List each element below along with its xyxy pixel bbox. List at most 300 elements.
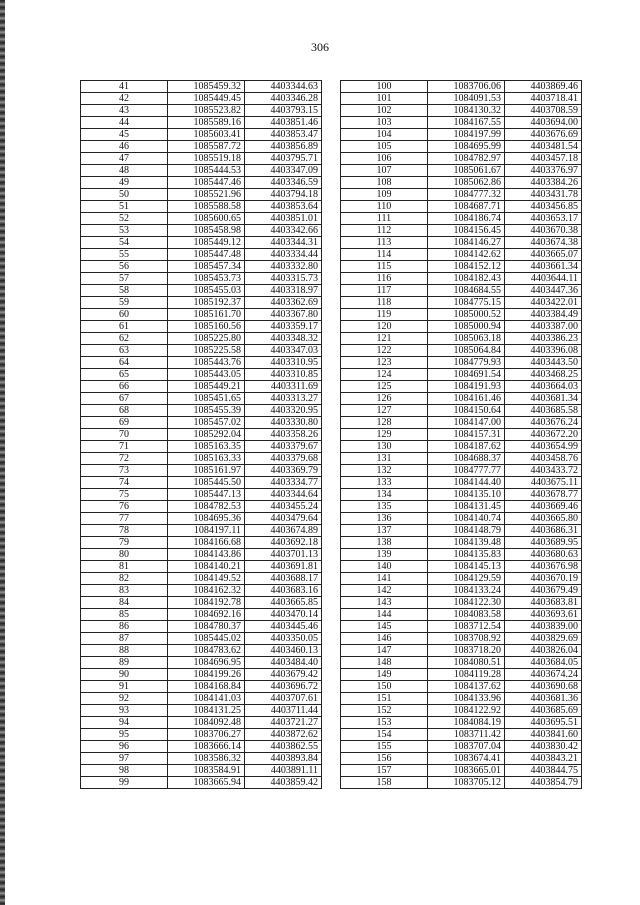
point-number: 101	[341, 93, 428, 105]
x-coordinate: 1084156.45	[428, 225, 505, 237]
x-coordinate: 1083665.94	[168, 777, 245, 789]
point-number: 66	[81, 381, 168, 393]
table-row	[81, 297, 322, 309]
point-number: 76	[81, 501, 168, 513]
point-number: 47	[81, 153, 168, 165]
point-number: 146	[341, 633, 428, 645]
x-coordinate: 1084143.86	[168, 549, 245, 561]
point-number: 126	[341, 393, 428, 405]
x-coordinate: 1084166.68	[168, 537, 245, 549]
point-number: 41	[81, 81, 168, 93]
table-row	[341, 597, 582, 609]
table-row	[81, 285, 322, 297]
table-row	[81, 753, 322, 765]
x-coordinate: 1085161.97	[168, 465, 245, 477]
point-number: 115	[341, 261, 428, 273]
point-number: 127	[341, 405, 428, 417]
x-coordinate: 1084782.53	[168, 501, 245, 513]
point-number: 132	[341, 465, 428, 477]
y-coordinate: 4403669.46	[505, 501, 582, 513]
x-coordinate: 1084137.62	[428, 681, 505, 693]
table-row	[341, 705, 582, 717]
point-number: 65	[81, 369, 168, 381]
table-row	[341, 93, 582, 105]
y-coordinate: 4403369.79	[245, 465, 322, 477]
x-coordinate: 1084142.62	[428, 249, 505, 261]
point-number: 99	[81, 777, 168, 789]
point-number: 55	[81, 249, 168, 261]
x-coordinate: 1084140.74	[428, 513, 505, 525]
y-coordinate: 4403869.46	[505, 81, 582, 93]
y-coordinate: 4403692.18	[245, 537, 322, 549]
table-row	[341, 369, 582, 381]
point-number: 155	[341, 741, 428, 753]
point-number: 105	[341, 141, 428, 153]
x-coordinate: 1083718.20	[428, 645, 505, 657]
y-coordinate: 4403696.72	[245, 681, 322, 693]
x-coordinate: 1083708.92	[428, 633, 505, 645]
x-coordinate: 1085292.04	[168, 429, 245, 441]
y-coordinate: 4403350.05	[245, 633, 322, 645]
table-row	[81, 321, 322, 333]
y-coordinate: 4403310.95	[245, 357, 322, 369]
point-number: 154	[341, 729, 428, 741]
point-number: 71	[81, 441, 168, 453]
point-number: 124	[341, 369, 428, 381]
x-coordinate: 1084197.99	[428, 129, 505, 141]
x-coordinate: 1084191.93	[428, 381, 505, 393]
table-row	[81, 261, 322, 273]
y-coordinate: 4403367.80	[245, 309, 322, 321]
x-coordinate: 1084149.52	[168, 573, 245, 585]
x-coordinate: 1085192.37	[168, 297, 245, 309]
x-coordinate: 1084684.55	[428, 285, 505, 297]
x-coordinate: 1084141.03	[168, 693, 245, 705]
table-row	[341, 381, 582, 393]
table-row	[81, 141, 322, 153]
point-number: 79	[81, 537, 168, 549]
table-row	[341, 105, 582, 117]
x-coordinate: 1084691.54	[428, 369, 505, 381]
table-row	[81, 189, 322, 201]
table-row	[81, 477, 322, 489]
y-coordinate: 4403681.36	[505, 693, 582, 705]
y-coordinate: 4403479.64	[245, 513, 322, 525]
table-row	[81, 249, 322, 261]
x-coordinate: 1084182.43	[428, 273, 505, 285]
y-coordinate: 4403690.68	[505, 681, 582, 693]
y-coordinate: 4403334.44	[245, 249, 322, 261]
point-number: 128	[341, 417, 428, 429]
x-coordinate: 1085061.67	[428, 165, 505, 177]
x-coordinate: 1085161.70	[168, 309, 245, 321]
x-coordinate: 1085587.72	[168, 141, 245, 153]
table-row	[341, 525, 582, 537]
y-coordinate: 4403718.41	[505, 93, 582, 105]
table-row	[81, 705, 322, 717]
point-number: 122	[341, 345, 428, 357]
x-coordinate: 1084777.32	[428, 189, 505, 201]
table-row	[341, 333, 582, 345]
x-coordinate: 1084152.12	[428, 261, 505, 273]
y-coordinate: 4403344.31	[245, 237, 322, 249]
y-coordinate: 4403670.38	[505, 225, 582, 237]
point-number: 134	[341, 489, 428, 501]
x-coordinate: 1084695.99	[428, 141, 505, 153]
point-number: 156	[341, 753, 428, 765]
x-coordinate: 1085457.02	[168, 417, 245, 429]
y-coordinate: 4403484.40	[245, 657, 322, 669]
point-number: 88	[81, 645, 168, 657]
table-row	[341, 273, 582, 285]
point-number: 130	[341, 441, 428, 453]
point-number: 59	[81, 297, 168, 309]
point-number: 64	[81, 357, 168, 369]
table-row	[341, 537, 582, 549]
y-coordinate: 4403447.36	[505, 285, 582, 297]
table-row	[341, 309, 582, 321]
table-row	[341, 765, 582, 777]
point-number: 56	[81, 261, 168, 273]
y-coordinate: 4403332.80	[245, 261, 322, 273]
x-coordinate: 1085444.53	[168, 165, 245, 177]
point-number: 103	[341, 117, 428, 129]
x-coordinate: 1085589.16	[168, 117, 245, 129]
point-number: 42	[81, 93, 168, 105]
table-row	[341, 585, 582, 597]
point-number: 121	[341, 333, 428, 345]
table-row	[81, 81, 322, 93]
x-coordinate: 1084140.21	[168, 561, 245, 573]
point-number: 119	[341, 309, 428, 321]
y-coordinate: 4403853.64	[245, 201, 322, 213]
y-coordinate: 4403387.00	[505, 321, 582, 333]
x-coordinate: 1084150.64	[428, 405, 505, 417]
y-coordinate: 4403794.18	[245, 189, 322, 201]
point-number: 153	[341, 717, 428, 729]
point-number: 116	[341, 273, 428, 285]
table-row	[81, 681, 322, 693]
y-coordinate: 4403839.00	[505, 621, 582, 633]
page-number: 306	[311, 40, 329, 54]
y-coordinate: 4403674.89	[245, 525, 322, 537]
point-number: 80	[81, 549, 168, 561]
y-coordinate: 4403347.09	[245, 165, 322, 177]
y-coordinate: 4403683.81	[505, 597, 582, 609]
table-row	[81, 153, 322, 165]
table-row	[81, 729, 322, 741]
x-coordinate: 1085163.33	[168, 453, 245, 465]
point-number: 78	[81, 525, 168, 537]
point-number: 108	[341, 177, 428, 189]
y-coordinate: 4403694.00	[505, 117, 582, 129]
x-coordinate: 1085225.58	[168, 345, 245, 357]
x-coordinate: 1084144.40	[428, 477, 505, 489]
point-number: 52	[81, 213, 168, 225]
y-coordinate: 4403830.42	[505, 741, 582, 753]
x-coordinate: 1085443.76	[168, 357, 245, 369]
x-coordinate: 1084783.62	[168, 645, 245, 657]
x-coordinate: 1084695.36	[168, 513, 245, 525]
point-number: 48	[81, 165, 168, 177]
x-coordinate: 1085000.94	[428, 321, 505, 333]
point-number: 53	[81, 225, 168, 237]
y-coordinate: 4403379.68	[245, 453, 322, 465]
table-row	[341, 165, 582, 177]
table-row	[341, 717, 582, 729]
point-number: 83	[81, 585, 168, 597]
point-number: 70	[81, 429, 168, 441]
point-number: 102	[341, 105, 428, 117]
y-coordinate: 4403320.95	[245, 405, 322, 417]
table-row	[81, 93, 322, 105]
y-coordinate: 4403841.60	[505, 729, 582, 741]
table-row	[81, 105, 322, 117]
x-coordinate: 1084192.78	[168, 597, 245, 609]
point-number: 81	[81, 561, 168, 573]
point-number: 137	[341, 525, 428, 537]
table-row	[81, 465, 322, 477]
table-row	[341, 741, 582, 753]
y-coordinate: 4403468.25	[505, 369, 582, 381]
x-coordinate: 1085600.65	[168, 213, 245, 225]
x-coordinate: 1084199.26	[168, 669, 245, 681]
y-coordinate: 4403445.46	[245, 621, 322, 633]
table-row	[81, 513, 322, 525]
y-coordinate: 4403665.85	[245, 597, 322, 609]
y-coordinate: 4403661.34	[505, 261, 582, 273]
x-coordinate: 1084779.93	[428, 357, 505, 369]
y-coordinate: 4403422.01	[505, 297, 582, 309]
scan-edge	[0, 0, 5, 905]
point-number: 98	[81, 765, 168, 777]
y-coordinate: 4403686.31	[505, 525, 582, 537]
table-row	[341, 645, 582, 657]
table-row	[81, 165, 322, 177]
table-row	[81, 429, 322, 441]
y-coordinate: 4403311.69	[245, 381, 322, 393]
point-number: 69	[81, 417, 168, 429]
table-row	[341, 489, 582, 501]
x-coordinate: 1084162.32	[168, 585, 245, 597]
x-coordinate: 1085453.73	[168, 273, 245, 285]
y-coordinate: 4403460.13	[245, 645, 322, 657]
y-coordinate: 4403688.17	[245, 573, 322, 585]
point-number: 50	[81, 189, 168, 201]
y-coordinate: 4403653.17	[505, 213, 582, 225]
x-coordinate: 1084161.46	[428, 393, 505, 405]
y-coordinate: 4403675.11	[505, 477, 582, 489]
table-row	[81, 537, 322, 549]
y-coordinate: 4403862.55	[245, 741, 322, 753]
y-coordinate: 4403872.62	[245, 729, 322, 741]
x-coordinate: 1085523.82	[168, 105, 245, 117]
x-coordinate: 1083665.01	[428, 765, 505, 777]
point-number: 136	[341, 513, 428, 525]
y-coordinate: 4403708.59	[505, 105, 582, 117]
x-coordinate: 1084122.92	[428, 705, 505, 717]
x-coordinate: 1084775.15	[428, 297, 505, 309]
y-coordinate: 4403458.76	[505, 453, 582, 465]
x-coordinate: 1084130.32	[428, 105, 505, 117]
point-number: 67	[81, 393, 168, 405]
point-number: 82	[81, 573, 168, 585]
table-row	[341, 129, 582, 141]
y-coordinate: 4403793.15	[245, 105, 322, 117]
table-row	[81, 609, 322, 621]
x-coordinate: 1084782.97	[428, 153, 505, 165]
table-row	[341, 621, 582, 633]
point-number: 84	[81, 597, 168, 609]
x-coordinate: 1085447.13	[168, 489, 245, 501]
point-number: 89	[81, 657, 168, 669]
table-row	[81, 489, 322, 501]
x-coordinate: 1085443.05	[168, 369, 245, 381]
table-row	[81, 201, 322, 213]
x-coordinate: 1084187.62	[428, 441, 505, 453]
y-coordinate: 4403891.11	[245, 765, 322, 777]
y-coordinate: 4403346.28	[245, 93, 322, 105]
x-coordinate: 1083707.04	[428, 741, 505, 753]
y-coordinate: 4403680.63	[505, 549, 582, 561]
table-row	[341, 681, 582, 693]
y-coordinate: 4403674.38	[505, 237, 582, 249]
table-row	[81, 669, 322, 681]
table-row	[81, 621, 322, 633]
x-coordinate: 1084186.74	[428, 213, 505, 225]
table-row	[341, 237, 582, 249]
x-coordinate: 1084168.84	[168, 681, 245, 693]
point-number: 90	[81, 669, 168, 681]
y-coordinate: 4403318.97	[245, 285, 322, 297]
table-row	[81, 573, 322, 585]
point-number: 109	[341, 189, 428, 201]
x-coordinate: 1085459.32	[168, 81, 245, 93]
x-coordinate: 1085447.48	[168, 249, 245, 261]
point-number: 113	[341, 237, 428, 249]
point-number: 157	[341, 765, 428, 777]
table-row	[341, 321, 582, 333]
y-coordinate: 4403689.95	[505, 537, 582, 549]
table-row	[341, 393, 582, 405]
point-number: 152	[341, 705, 428, 717]
x-coordinate: 1083584.91	[168, 765, 245, 777]
x-coordinate: 1085445.50	[168, 477, 245, 489]
point-number: 145	[341, 621, 428, 633]
coordinates-table-right	[340, 80, 582, 789]
y-coordinate: 4403443.50	[505, 357, 582, 369]
x-coordinate: 1085063.18	[428, 333, 505, 345]
y-coordinate: 4403348.32	[245, 333, 322, 345]
table-row	[341, 357, 582, 369]
y-coordinate: 4403721.27	[245, 717, 322, 729]
x-coordinate: 1084780.37	[168, 621, 245, 633]
x-coordinate: 1084133.24	[428, 585, 505, 597]
x-coordinate: 1085449.12	[168, 237, 245, 249]
y-coordinate: 4403844.75	[505, 765, 582, 777]
point-number: 131	[341, 453, 428, 465]
point-number: 118	[341, 297, 428, 309]
y-coordinate: 4403795.71	[245, 153, 322, 165]
y-coordinate: 4403670.19	[505, 573, 582, 585]
x-coordinate: 1084147.00	[428, 417, 505, 429]
table-row	[81, 273, 322, 285]
point-number: 151	[341, 693, 428, 705]
point-number: 68	[81, 405, 168, 417]
y-coordinate: 4403685.58	[505, 405, 582, 417]
y-coordinate: 4403676.69	[505, 129, 582, 141]
point-number: 74	[81, 477, 168, 489]
point-number: 58	[81, 285, 168, 297]
table-row	[341, 225, 582, 237]
point-number: 100	[341, 81, 428, 93]
table-row	[341, 117, 582, 129]
point-number: 114	[341, 249, 428, 261]
y-coordinate: 4403854.79	[505, 777, 582, 789]
table-row	[341, 657, 582, 669]
x-coordinate: 1084083.58	[428, 609, 505, 621]
table-row	[81, 357, 322, 369]
table-row	[81, 213, 322, 225]
y-coordinate: 4403344.63	[245, 81, 322, 93]
table-row	[341, 549, 582, 561]
point-number: 104	[341, 129, 428, 141]
x-coordinate: 1085457.34	[168, 261, 245, 273]
table-row	[341, 753, 582, 765]
y-coordinate: 4403359.17	[245, 321, 322, 333]
x-coordinate: 1084129.59	[428, 573, 505, 585]
point-number: 57	[81, 273, 168, 285]
x-coordinate: 1084687.71	[428, 201, 505, 213]
point-number: 117	[341, 285, 428, 297]
x-coordinate: 1085447.46	[168, 177, 245, 189]
y-coordinate: 4403456.85	[505, 201, 582, 213]
point-number: 111	[341, 213, 428, 225]
table-row	[81, 633, 322, 645]
point-number: 107	[341, 165, 428, 177]
x-coordinate: 1084688.37	[428, 453, 505, 465]
y-coordinate: 4403676.24	[505, 417, 582, 429]
point-number: 72	[81, 453, 168, 465]
x-coordinate: 1084139.48	[428, 537, 505, 549]
point-number: 141	[341, 573, 428, 585]
x-coordinate: 1085455.39	[168, 405, 245, 417]
table-row	[81, 441, 322, 453]
point-number: 150	[341, 681, 428, 693]
x-coordinate: 1084135.10	[428, 489, 505, 501]
table-row	[341, 465, 582, 477]
table-row	[341, 453, 582, 465]
table-row	[81, 405, 322, 417]
y-coordinate: 4403679.49	[505, 585, 582, 597]
x-coordinate: 1085445.02	[168, 633, 245, 645]
table-row	[81, 369, 322, 381]
x-coordinate: 1085449.21	[168, 381, 245, 393]
y-coordinate: 4403711.44	[245, 705, 322, 717]
y-coordinate: 4403362.69	[245, 297, 322, 309]
point-number: 97	[81, 753, 168, 765]
table-row	[81, 117, 322, 129]
y-coordinate: 4403665.07	[505, 249, 582, 261]
point-number: 86	[81, 621, 168, 633]
table-row	[341, 441, 582, 453]
point-number: 85	[81, 609, 168, 621]
table-row	[341, 777, 582, 789]
y-coordinate: 4403665.80	[505, 513, 582, 525]
point-number: 92	[81, 693, 168, 705]
table-row	[341, 669, 582, 681]
x-coordinate: 1085064.84	[428, 345, 505, 357]
